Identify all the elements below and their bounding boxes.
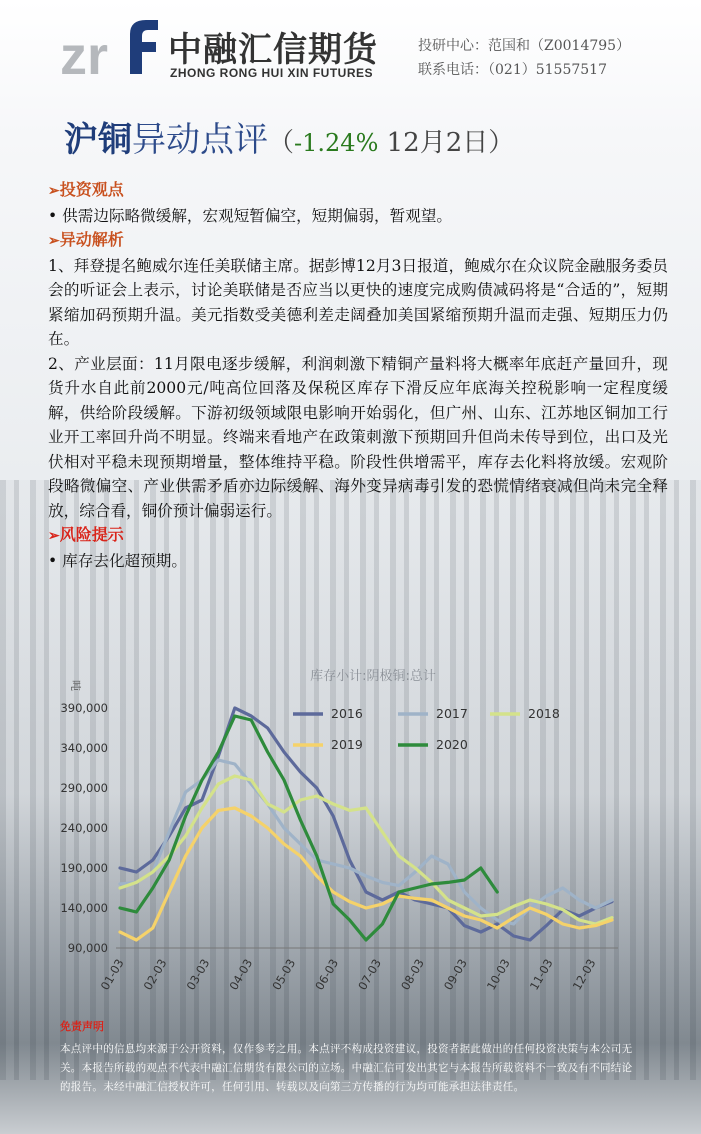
- inventory-chart: [58, 660, 658, 1020]
- x-tick-label: 08-03: [398, 956, 427, 993]
- y-tick-label: 140,000: [60, 901, 108, 915]
- x-tick-label: 11-03: [526, 956, 556, 993]
- phone-line: 联系电话：（021）51557517: [418, 62, 607, 78]
- logo-chinese-name: 中融汇信期货: [168, 30, 378, 70]
- analysis-paragraph-1: 1、拜登提名鲍威尔连任美联储主席。据彭博12月3日报道，鲍威尔在众议院金融服务委员会的听证会上表示，讨论美联储是否应当以更快的速度完成购债减码将是“合适的”，短期紧缩加码预期升温。美元指数受美德利差走阔叠加美国紧缩预期升温而走强、短期压力仍在。: [48, 256, 668, 348]
- legend-label-2019: 2019: [331, 737, 363, 752]
- x-tick-label: 07-03: [355, 956, 385, 993]
- arrow-icon: ➢: [48, 528, 60, 544]
- title-report-type: 异动点评: [132, 120, 268, 160]
- x-tick-label: 03-03: [183, 956, 213, 993]
- view-bullet: • 供需边际略微缓解，宏观短暂偏空，短期偏弱，暂观望。: [48, 206, 453, 225]
- arrow-icon: ➢: [48, 233, 60, 249]
- y-tick-label: 90,000: [67, 941, 108, 955]
- analysis-paragraph-2: 2、产业层面：11月限电逐步缓解，利润刺激下精铜产量料将大概率年底赶产量回升，现货升水自此前2000元/吨高位回落及保税区库存下滑反应年底海关控税影响一定程度缓解，供给阶段缓解。下游初级领域限电影响开始弱化，但广州、山东、江苏地区铜加工行业开工率回升尚不明显。终端来看地产在政策刺激下预期回升但尚未传导到位，出口及光伏相对平稳未现预期增量，整体维持平稳。阶段性供增需平，库存去化料将放缓。宏观阶段略微偏空、产业供需矛盾亦边际缓解、海外变异病毒引发的恐慌情绪衰减但尚未完全释放，综合看，铜价预计偏弱运行。: [48, 354, 668, 520]
- title-product: 沪铜: [64, 120, 132, 160]
- disclaimer-title: 免责声明: [60, 1020, 104, 1033]
- x-tick-label: 01-03: [97, 956, 127, 993]
- y-tick-label: 340,000: [60, 741, 108, 755]
- contact-block: [418, 34, 630, 82]
- arrow-icon: ➢: [48, 183, 60, 199]
- title-change-percent: -1.24%: [294, 129, 379, 157]
- company-logo-mark: [60, 12, 160, 82]
- legend-label-2018: 2018: [528, 706, 560, 721]
- chart-title: 库存小计:阴极铜:总计: [310, 669, 436, 684]
- legend-label-2020: 2020: [436, 737, 468, 752]
- logo-english-name: ZHONG RONG HUI XIN FUTURES: [170, 66, 374, 80]
- inventory-chart-svg: [58, 660, 658, 1020]
- section-heading-view: ➢投资观点: [48, 180, 124, 199]
- analyst-line: 投研中心：范国和（Z0014795）: [418, 38, 631, 54]
- section-heading-analysis: ➢异动解析: [48, 230, 124, 249]
- disclaimer: [60, 1018, 640, 1097]
- x-tick-label: 10-03: [483, 956, 513, 993]
- x-tick-label: 02-03: [140, 956, 170, 993]
- svg-text:zr: zr: [60, 26, 109, 82]
- y-axis-unit-label: 吨: [69, 680, 82, 691]
- y-tick-label: 290,000: [60, 781, 108, 795]
- title-paren: （: [268, 128, 295, 158]
- y-tick-label: 390,000: [60, 701, 108, 715]
- x-tick-label: 09-03: [441, 956, 470, 993]
- section-heading-risk: ➢风险提示: [48, 525, 124, 544]
- series-line-2019: [120, 808, 612, 940]
- y-tick-label: 240,000: [60, 821, 108, 835]
- disclaimer-text: 本点评中的信息均来源于公开资料，仅作参考之用。本点评不构成投资建议，投资者据此做出的任何投资决策与本公司无关。本报告所载的观点不代表中融汇信期货有限公司的立场。中融汇信可发出其它与本报告所载资料不一致及有不同结论的报告。未经中融汇信授权许可，任何引用、转载以及向第三方传播的行为均可能承担法律责任。: [60, 1043, 633, 1093]
- legend-label-2017: 2017: [436, 706, 468, 721]
- title-date: 12月2日）: [378, 128, 515, 158]
- x-tick-label: 12-03: [569, 956, 599, 993]
- header: [0, 0, 701, 95]
- x-tick-label: 06-03: [312, 956, 342, 993]
- y-tick-label: 190,000: [60, 861, 108, 875]
- x-tick-label: 05-03: [269, 956, 299, 993]
- risk-bullet: • 库存去化超预期。: [48, 551, 187, 570]
- x-tick-label: 04-03: [226, 956, 256, 993]
- page-title: [64, 112, 514, 161]
- legend-label-2016: 2016: [331, 706, 363, 721]
- report-body: [48, 178, 668, 573]
